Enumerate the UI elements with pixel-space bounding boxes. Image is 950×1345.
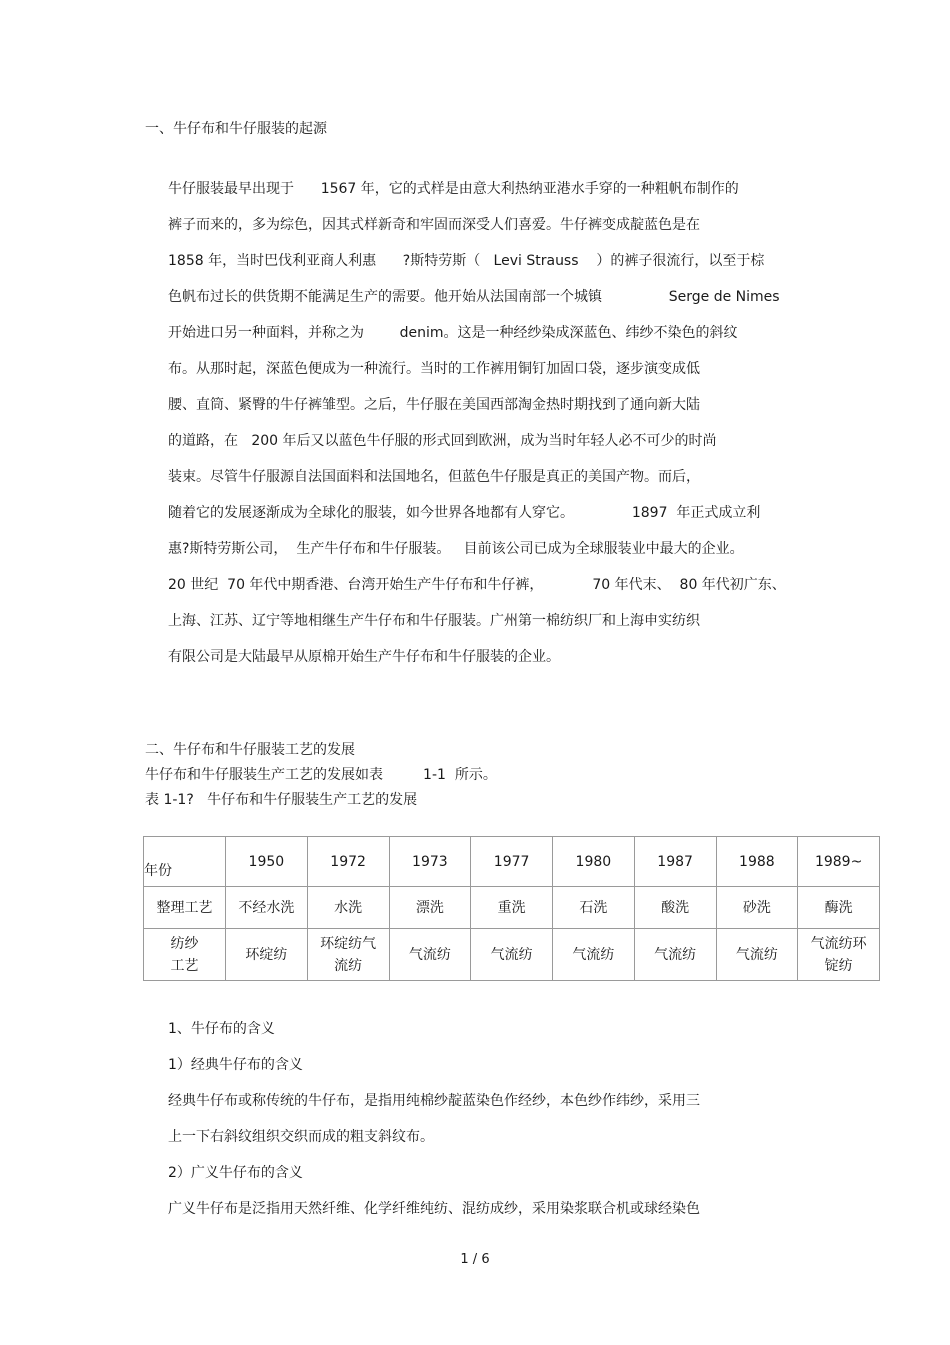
- year-cell: 1973: [389, 837, 471, 887]
- year-cell: 1987: [634, 837, 716, 887]
- section-3-heading: 1、牛仔布的含义: [168, 1021, 275, 1037]
- paragraph-line: 广义牛仔布是泛指用天然纤维、化学纤维纯纺、混纺成纱，采用染浆联合机或球经染色: [168, 1201, 700, 1217]
- spinning-cell: 气流纺环锭纺: [798, 929, 880, 981]
- spinning-cell: 气流纺: [553, 929, 635, 981]
- paragraph-line: 随着它的发展逐渐成为全球化的服装，如今世界各地都有人穿它。 1897 年正式成立利: [168, 505, 761, 521]
- year-cell: 1989~: [798, 837, 880, 887]
- year-cell: 1980: [553, 837, 635, 887]
- paragraph-line: 牛仔服装最早出现于 1567 年，它的式样是由意大利热纳亚港水手穿的一种粗帆布制作的: [168, 181, 739, 197]
- year-cell: 1988: [716, 837, 798, 887]
- finishing-cell: 砂洗: [716, 887, 798, 929]
- page-number: 1 / 6: [460, 1252, 490, 1267]
- finishing-cell: 漂洗: [389, 887, 471, 929]
- table-row-years: [144, 837, 880, 887]
- section-1-heading: 一、牛仔布和牛仔服装的起源: [145, 121, 327, 137]
- section-2-intro: 牛仔布和牛仔服装生产工艺的发展如表 1-1 所示。: [145, 767, 497, 783]
- finishing-label-cell: 整理工艺: [144, 887, 226, 929]
- paragraph-line: 经典牛仔布或称传统的牛仔布，是指用纯棉纱靛蓝染色作经纱，本色纱作纬纱，采用三: [168, 1093, 700, 1109]
- paragraph-line: 上一下右斜纹组织交织而成的粗支斜纹布。: [168, 1129, 434, 1145]
- finishing-cell: 不经水洗: [226, 887, 308, 929]
- paragraph-line: 有限公司是大陆最早从原棉开始生产牛仔布和牛仔服装的企业。: [168, 649, 560, 665]
- finishing-cell: 石洗: [553, 887, 635, 929]
- spinning-cell: 气流纺: [634, 929, 716, 981]
- year-cell: 1972: [307, 837, 389, 887]
- spinning-label-cell: [144, 929, 226, 981]
- finishing-cell: 重洗: [471, 887, 553, 929]
- paragraph-line: 的道路，在 200 年后又以蓝色牛仔服的形式回到欧洲，成为当时年轻人必不可少的时尚: [168, 433, 717, 449]
- section-2-heading: 二、牛仔布和牛仔服装工艺的发展: [145, 742, 355, 758]
- spinning-cell: 气流纺: [471, 929, 553, 981]
- spinning-label-line: 工艺: [170, 957, 199, 974]
- paragraph-line: 惠?斯特劳斯公司， 生产牛仔布和牛仔服装。 目前该公司已成为全球服装业中最大的企业。: [168, 541, 744, 557]
- subsection-2-heading: 2）广义牛仔布的含义: [168, 1165, 303, 1181]
- spinning-cell: 气流纺: [716, 929, 798, 981]
- paragraph-line: 开始进口另一种面料，并称之为 denim。这是一种经纱染成深蓝色、纬纱不染色的斜纹: [168, 325, 738, 341]
- paragraph-line: 裤子而来的，多为综色，因其式样新奇和牢固而深受人们喜爱。牛仔裤变成靛蓝色是在: [168, 217, 700, 233]
- process-development-table: [143, 836, 880, 981]
- year-cell: 1950: [226, 837, 308, 887]
- spinning-cell: 气流纺: [389, 929, 471, 981]
- paragraph-line: 色帆布过长的供货期不能满足生产的需要。他开始从法国南部一个城镇 Serge de Nimes: [168, 289, 780, 305]
- subsection-1-heading: 1）经典牛仔布的含义: [168, 1057, 303, 1073]
- paragraph-line: 装束。尽管牛仔服源自法国面料和法国地名，但蓝色牛仔服是真正的美国产物。而后，: [168, 469, 700, 485]
- table-row-spinning: [144, 929, 880, 981]
- paragraph-line: 腰、直筒、紧臀的牛仔裤雏型。之后，牛仔服在美国西部淘金热时期找到了通向新大陆: [168, 397, 700, 413]
- year-label-cell: 年份: [144, 837, 226, 887]
- paragraph-line: 上海、江苏、辽宁等地相继生产牛仔布和牛仔服装。广州第一棉纺织厂和上海申实纺织: [168, 613, 700, 629]
- paragraph-line: 1858 年，当时巴伐利亚商人利惠 ?斯特劳斯（ Levi Strauss ）的裤子很流行，以至于棕: [168, 253, 765, 269]
- spinning-cell: 环绽纺气流纺: [307, 929, 389, 981]
- table-row-finishing: [144, 887, 880, 929]
- paragraph-line: 布。从那时起，深蓝色便成为一种流行。当时的工作裤用铜钉加固口袋，逐步演变成低: [168, 361, 700, 377]
- spinning-cell: 环绽纺: [226, 929, 308, 981]
- finishing-cell: 酸洗: [634, 887, 716, 929]
- finishing-cell: 酶洗: [798, 887, 880, 929]
- table-caption: 表 1-1? 牛仔布和牛仔服装生产工艺的发展: [145, 792, 418, 808]
- paragraph-line: 20 世纪 70 年代中期香港、台湾开始生产牛仔布和牛仔裤， 70 年代末、 80 年代初广东、: [168, 577, 786, 593]
- finishing-cell: 水洗: [307, 887, 389, 929]
- year-cell: 1977: [471, 837, 553, 887]
- spinning-label-line: 纺纱: [170, 935, 199, 952]
